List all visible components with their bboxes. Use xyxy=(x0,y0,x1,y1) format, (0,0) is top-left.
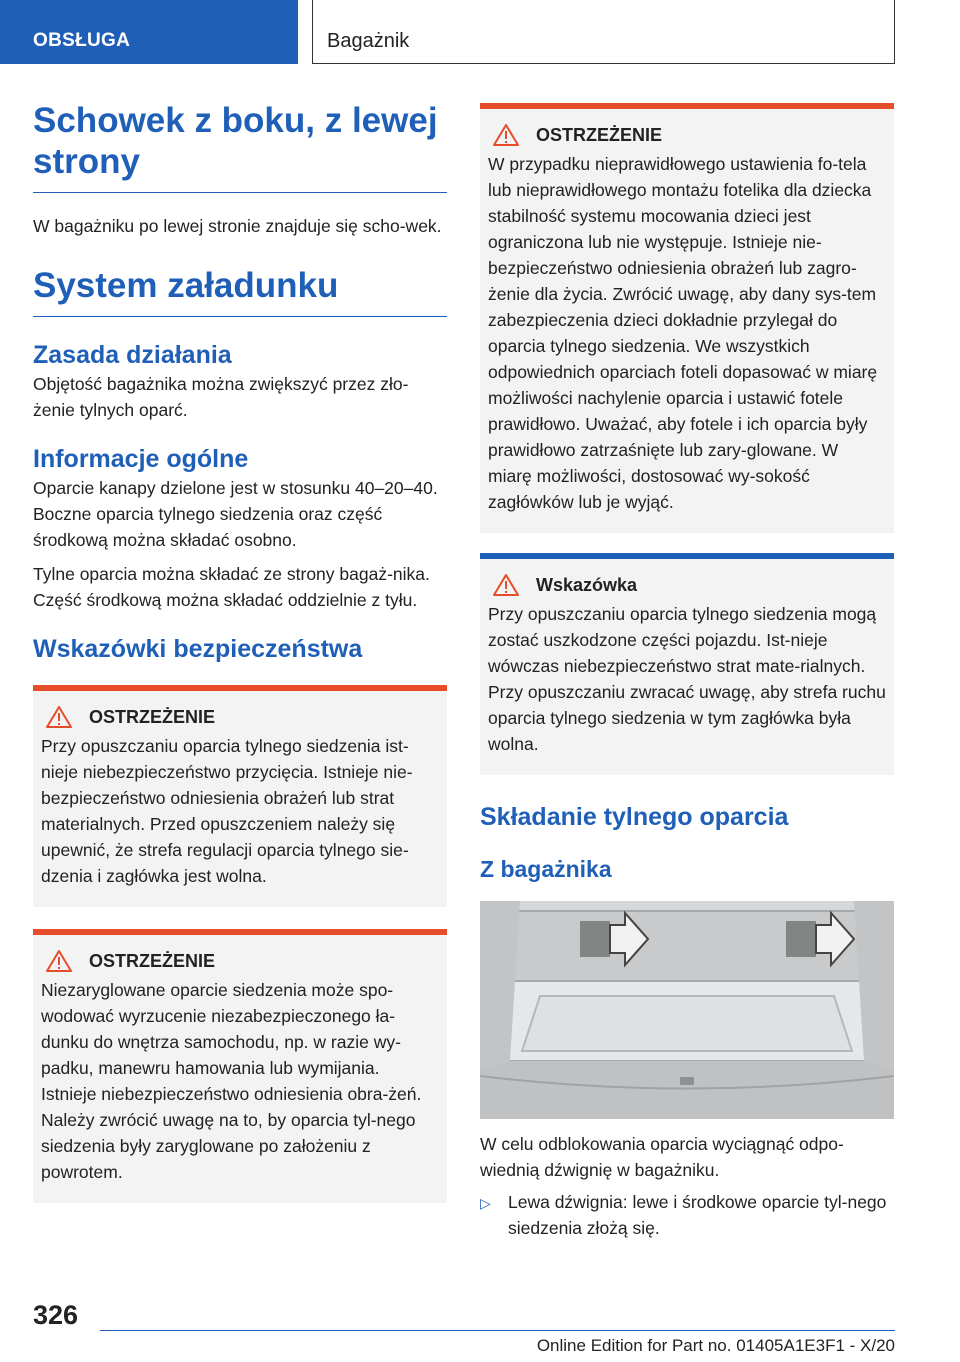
heading-principle: Zasada działania xyxy=(33,341,232,369)
warning-triangle-icon xyxy=(45,705,73,729)
warning-label: OSTRZEŻENIE xyxy=(536,124,663,145)
warning-box-3 xyxy=(480,103,894,533)
storage-text: W bagażniku po lewej stronie znajduje się scho‐wek. xyxy=(33,216,442,236)
heading-storage: Schowek z boku, z lewej strony xyxy=(33,100,447,193)
section-label: OBSŁUGA xyxy=(33,30,131,51)
warning-text: Niezaryglowane oparcie siedzenia może spo‐wodować wyrzucenie niezabezpieczonego ła‐dunku do wnętrza samochodu, np. w razie wy‐padku, manewru hamowania lub wymijania. Istnieje niebezpieczeństwo odniesienia obra‐żeń. Należy zwrócić uwagę na to, by oparcia tyl‐nego siedzenia były zaryglowane po założeniu z powrotem. xyxy=(41,980,422,1182)
general-text-1: Oparcie kanapy dzielone jest w stosunku 40–20–40. Boczne oparcia tylnego siedzenia oraz część środkową można składać osobno. xyxy=(33,478,438,550)
right-column xyxy=(480,103,894,1241)
page-number: 326 xyxy=(33,1300,79,1330)
heading-folding: Składanie tylnego oparcia xyxy=(480,803,789,831)
list-item xyxy=(480,1189,894,1241)
notice-triangle-icon xyxy=(492,573,520,597)
notice-label: Wskazówka xyxy=(536,574,638,595)
trunk-photo xyxy=(480,901,894,1119)
page-header xyxy=(312,0,895,64)
bullet-text: Lewa dźwignia: lewe i środkowe oparcie tyl‐nego siedzenia złożą się. xyxy=(508,1192,887,1238)
warning-box-1 xyxy=(33,685,447,907)
warning-triangle-icon xyxy=(45,949,73,973)
warning-text: Przy opuszczaniu oparcia tylnego siedzenia ist‐nieje niebezpieczeństwo przycięcia. Istnieje nie‐bezpieczeństwo odniesienia obrażeń lub strat materialnych. Przed opuszczeniem należy się upewnić, że strefa regulacji oparcia tylnego sie‐dzenia i zagłówka jest wolna. xyxy=(41,736,413,886)
principle-text: Objętość bagażnika można zwiększyć przez zło‐żenie tylnych oparć. xyxy=(33,374,409,420)
warning-box-2 xyxy=(33,929,447,1203)
warning-triangle-icon xyxy=(492,123,520,147)
heading-general-info: Informacje ogólne xyxy=(33,445,249,473)
unlock-text: W celu odblokowania oparcia wyciągnąć odpo‐wiednią dźwignię w bagażniku. xyxy=(480,1134,844,1180)
footer-divider xyxy=(100,1330,895,1331)
warning-label: OSTRZEŻENIE xyxy=(89,950,216,971)
heading-safety: Wskazówki bezpieczeństwa xyxy=(33,635,363,663)
warning-label: OSTRZEŻENIE xyxy=(89,706,216,727)
notice-text: Przy opuszczaniu oparcia tylnego siedzenia mogą zostać uszkodzone części pojazdu. Ist‐nieje wówczas niebezpieczeństwo strat mate‐rialnych. Przy opuszczaniu zwracać uwagę, aby strefa ruchu oparcia tylnego siedzenia w tym zagłówka była wolna. xyxy=(488,604,886,754)
left-column xyxy=(33,100,447,1203)
warning-text: W przypadku nieprawidłowego ustawienia fo‐tela lub nieprawidłowego montażu fotelika dla dziecka stabilność systemu mocowania dzieci jest ograniczona lub nie występuje. Istnieje nie‐bezpieczeństwo odniesienia obrażeń lub zagro‐żenie dla życia. Zwrócić uwagę, aby dany sys‐tem zabezpieczenia dzieci dokładnie przylegał do oparcia tylnego siedzenia. We wszystkich odpowiednich oparciach foteli dopasować w miarę możliwości nachylenie oparcia i ustawić fotele prawidłowo. Uważać, aby fotele i ich oparcia były prawidłowo zatrzaśnięte lub zary‐glowane. W miarę możliwości, dostosować wy‐sokość zagłówków lub je wyjąć. xyxy=(488,154,878,512)
trunk-illustration xyxy=(480,901,894,1119)
notice-box xyxy=(480,553,894,775)
general-text-2: Tylne oparcia można składać ze strony bagaż‐nika. Część środkową można składać oddzielnie z tyłu. xyxy=(33,564,430,610)
heading-from-trunk: Z bagażnika xyxy=(480,856,612,882)
heading-loading-system: System załadunku xyxy=(33,265,447,317)
section-tab xyxy=(0,0,298,64)
triangle-bullet-icon: ▷ xyxy=(480,1195,491,1211)
edition-text: Online Edition for Part no. 01405A1E3F1 - X/20 xyxy=(536,1336,895,1355)
page-header-title: Bagażnik xyxy=(327,30,410,52)
